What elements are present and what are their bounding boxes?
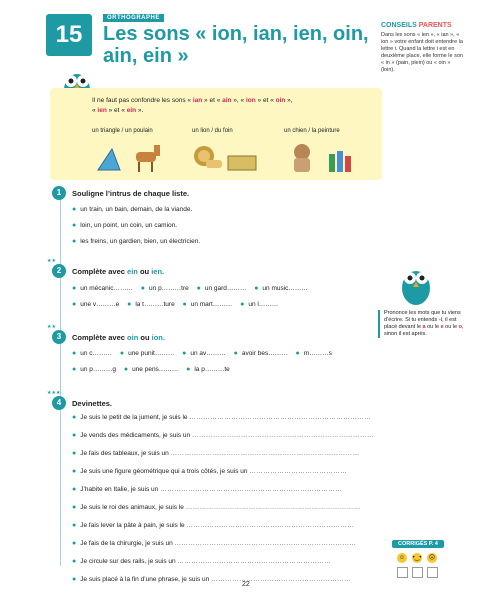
- exercise-1-line-2: ● loin, un point, un coin, un camion.: [72, 222, 178, 229]
- exercise-2-row-1: ● un mécanic……… ● un p………tre ● un gard……… ● un music………: [72, 285, 308, 292]
- exercise-3-row-2: ● un p………g ● une pens……… ● la p………te: [72, 366, 230, 373]
- riddle-line: ● Je suis une figure géométrique qui a trois côtés, je suis un ……………………………………: [72, 468, 348, 475]
- difficulty-stars: ★★: [47, 258, 56, 264]
- self-check-box[interactable]: [427, 567, 438, 578]
- side-note: Prononce les mots que tu viens d’écrire. Si tu entends -i, il est placé devant le a ou le e ou le o, sinon il est après.: [378, 310, 470, 338]
- category-tag: ORTHOGRAPHE: [103, 14, 164, 22]
- self-check-box[interactable]: [412, 567, 423, 578]
- riddle-line: ● Je suis le petit de la jument, je suis le ……………………………………………………………………: [72, 414, 372, 421]
- exercise-3-number: 3: [52, 330, 66, 344]
- riddle-line: ● Je suis placé à la fin d’une phrase, je suis un ……………………………………………………: [72, 576, 352, 583]
- difficulty-stars: ★★: [47, 324, 56, 330]
- example-label-1: un triangle / un poulain: [92, 128, 153, 134]
- self-check-box[interactable]: [397, 567, 408, 578]
- lesson-number: 15: [46, 14, 92, 56]
- triangle-icon: [94, 146, 124, 172]
- left-guide-line: [60, 196, 61, 566]
- foal-icon: [128, 142, 170, 174]
- exercise-2-heading: Complète avec ein ou ien.: [72, 267, 165, 276]
- corrections-label: CORRIGÉS P. 4: [392, 540, 444, 548]
- exercise-3-heading: Complète avec oin ou ion.: [72, 333, 165, 342]
- riddle-line: ● Je vends des médicaments, je suis un ……………………………………………………………………: [72, 432, 374, 439]
- page-title: Les sons « ion, ian, ien, oin, ain, ein »: [103, 23, 369, 67]
- riddle-line: ● Je circule sur des rails, je suis un …………………………………………………………: [72, 558, 332, 565]
- riddle-line: ● J’habite en Italie, je suis un ……………………………………………………………………: [72, 486, 343, 493]
- owl-mascot-icon: [396, 260, 436, 308]
- riddle-line: ● Je fais lever la pâte à pain, je suis le ………………………………………………………………: [72, 522, 355, 529]
- example-label-2: un lion / du foin: [192, 128, 233, 134]
- tips-text: Dans les sons « ien », « ian », « ion » votre enfant doit entendre la lettre i. Quand la lettre i est en deuxième place, elle forme le son « in » (pain, plein) ou « oin » (loin).: [381, 32, 463, 73]
- neutral-face-icon: •‿•: [412, 555, 422, 561]
- exercise-1-line-1: ● un train, un bain, demain, de la viande.: [72, 206, 193, 213]
- riddle-line: ● Je fais de la chirurgie, je suis un ……………………………………………………………………: [72, 540, 357, 547]
- lion-icon: [192, 144, 224, 174]
- difficulty-stars: ★★★: [47, 390, 61, 396]
- page-number: 22: [242, 581, 250, 588]
- exercise-1-number: 1: [52, 186, 66, 200]
- happy-face-icon: ☺: [398, 555, 406, 561]
- riddle-line: ● Je fais des tableaux, je suis un ………………………………………………………………………: [72, 450, 360, 457]
- exercise-2-number: 2: [52, 264, 66, 278]
- tips-title: CONSEILS PARENTS: [381, 22, 452, 29]
- hay-icon: [226, 152, 258, 172]
- example-label-3: un chien / la peinture: [284, 128, 340, 134]
- dog-icon: [286, 142, 322, 176]
- riddle-line: ● Je suis le roi des animaux, je suis le …………………………………………………………………: [72, 504, 361, 511]
- intro-text: Il ne faut pas confondre les sons « ian » et « ain », « ion » et « oin », « ien » et « ein ».: [92, 97, 293, 114]
- sad-face-icon: ☹: [428, 555, 436, 561]
- tips-badge: PARENTS: [418, 22, 452, 29]
- exercise-2-row-2: ● une v………e ● la t………ture ● un mart……… ● un l………: [72, 301, 279, 308]
- exercise-4-heading: Devinettes.: [72, 399, 113, 408]
- exercise-1-line-3: ● les freins, un gardien, bien, un électricien.: [72, 238, 201, 245]
- exercise-1-heading: Souligne l’intrus de chaque liste.: [72, 189, 190, 198]
- exercise-4-number: 4: [52, 396, 66, 410]
- exercise-3-row-1: ● un c……… ● une punit……… ● un av……… ● avoir bes……… ● m………s: [72, 350, 332, 357]
- paint-tubes-icon: [326, 148, 356, 174]
